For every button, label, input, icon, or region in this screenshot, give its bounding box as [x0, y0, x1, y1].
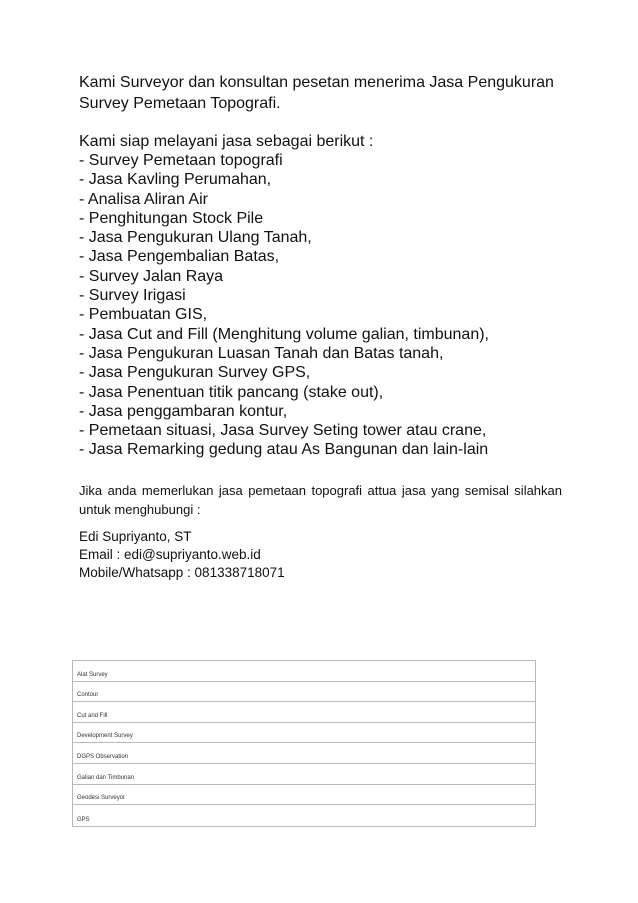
- service-item: - Pemetaan situasi, Jasa Survey Seting tower atau crane,: [79, 422, 487, 440]
- service-item: - Penghitungan Stock Pile: [79, 209, 264, 227]
- tag-label[interactable]: Cut and Fill: [77, 712, 108, 719]
- tag-label[interactable]: DGPS Observation: [77, 753, 129, 760]
- tag-row[interactable]: [73, 661, 535, 682]
- contact-email: Email : edi@supriyanto.web.id: [79, 547, 261, 562]
- contact-name: Edi Supriyanto, ST: [79, 529, 192, 544]
- tag-row[interactable]: [73, 702, 535, 723]
- tags-table: [72, 660, 536, 827]
- tag-label[interactable]: GPS: [77, 816, 90, 823]
- contact-block: [79, 528, 479, 582]
- service-item: - Survey Pemetaan topografi: [79, 152, 283, 169]
- service-item: - Pembuatan GIS,: [79, 306, 208, 324]
- service-item: - Jasa Cut and Fill (Menghitung volume galian, timbunan),: [79, 325, 489, 343]
- service-item: - Jasa Kavling Perumahan,: [79, 171, 272, 189]
- service-item: - Jasa Remarking gedung atau As Bangunan dan lain-lain: [79, 441, 489, 459]
- tag-row[interactable]: [73, 743, 535, 764]
- service-item: - Analisa Aliran Air: [79, 190, 208, 208]
- intro-paragraph: Kami Surveyor dan konsultan pesetan menerima Jasa Pengukuran Survey Pemetaan Topografi.: [79, 74, 554, 112]
- tag-row[interactable]: [73, 785, 535, 806]
- tag-label[interactable]: Contour: [77, 692, 99, 699]
- tag-row[interactable]: [73, 805, 535, 826]
- service-item: - Jasa Pengukuran Luasan Tanah dan Batas tanah,: [79, 344, 444, 362]
- contact-phone: Mobile/Whatsapp : 081338718071: [79, 565, 285, 580]
- tag-label[interactable]: Development Survey: [77, 733, 133, 740]
- service-item: - Jasa Pengukuran Ulang Tanah,: [79, 229, 312, 247]
- services-heading: Kami siap melayani jasa sebagai berikut :: [79, 133, 374, 150]
- tag-row[interactable]: [73, 764, 535, 785]
- tag-label[interactable]: Geodesi Surveyor: [77, 795, 126, 802]
- tag-row[interactable]: [73, 682, 535, 703]
- tag-row[interactable]: [73, 723, 535, 744]
- service-item: - Jasa penggambaran kontur,: [79, 402, 288, 420]
- tag-label[interactable]: Galian dan Timbunan: [77, 774, 135, 781]
- service-item: - Jasa Pengukuran Survey GPS,: [79, 364, 311, 382]
- service-item: - Jasa Penentuan titik pancang (stake out),: [79, 383, 384, 401]
- tag-label[interactable]: Alat Survey: [77, 671, 108, 678]
- service-item: - Survey Jalan Raya: [79, 267, 224, 285]
- services-list: [79, 151, 599, 460]
- contact-note: Jika anda memerlukan jasa pemetaan topografi attua jasa yang semisal silahkan untuk menghubungi :: [79, 483, 562, 517]
- service-item: - Jasa Pengembalian Batas,: [79, 248, 280, 266]
- service-item: - Survey Irigasi: [79, 287, 186, 305]
